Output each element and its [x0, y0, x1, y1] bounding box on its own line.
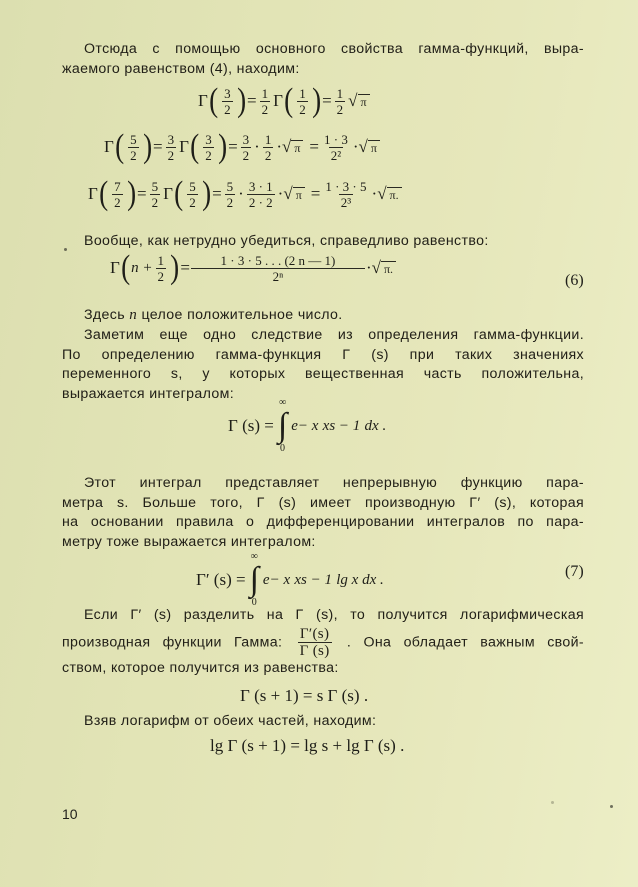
text-line: Этот интеграл представляет непрерывную функцию пара-: [84, 475, 584, 491]
gamma-symbol: Γ: [198, 91, 208, 110]
text-line: производная функции Гамма: $\frac{\Gamma'(s)}{\Gamma (s)}$ . Она обладает важным свой-: [62, 625, 584, 659]
integral-symbol: ∞ ∫ 0: [277, 397, 288, 454]
equation-number: (7): [565, 563, 584, 580]
paragraph-intro: [62, 40, 584, 79]
scan-speck: [551, 801, 554, 804]
equation-6: Γ ( n + $\frac{1}{2}$ ) = $\frac{1 \cdot 3 \cdot 5 . . . (2 n — 1)}{\text{2ⁿ}}$ · √ π.: [110, 251, 396, 285]
paragraph-continuity: [62, 474, 584, 552]
equation-log: lg Γ (s + 1) = lg s + lg Γ (s) .: [210, 736, 405, 755]
text-line: метру тоже выражается интегралом:: [62, 533, 316, 550]
paragraph-log-derivative: [62, 606, 584, 678]
paragraph-logarithm: [62, 712, 584, 732]
sqrt-symbol: √ π: [348, 91, 369, 111]
equation-recurrence: Γ (s + 1) = s Γ (s) .: [240, 686, 369, 705]
text-line: Заметим еще одно следствие из определения гамма-функции.: [84, 327, 584, 343]
scan-speck: [610, 805, 613, 808]
fraction: $\frac{3}{2}$: [224, 85, 231, 117]
text-line: Если Γ′ (s) разделить на Γ (s), то получится логарифмическая: [84, 607, 584, 623]
equation-gamma-3-2: Γ ( $\frac{3}{2}$ ) = $\frac{1}{2}$ Γ ( $\frac{1}{2}$ ) = $\frac{1}{2}$ √ π: [198, 84, 370, 118]
text-line: Вообще, как нетрудно убедиться, справедливо равенство:: [84, 233, 489, 249]
text-line: жаемого равенством (4), находим:: [62, 60, 300, 77]
paragraph-general: [62, 232, 584, 252]
equation-gamma-7-2: Γ ( $\frac{7}{2}$ ) = $\frac{5}{2}$ Γ ( $\frac{5}{2}$ ) = $\frac{5}{2}$ · $\frac{3 \cdot 1}{2 \cdot 2}$ · √ π = $\frac{1 \cdot 3 \cdot 5}{\text{2³}}$ · √ π.: [88, 177, 402, 211]
text-line: метра s. Больше того, Γ (s) имеет производную Γ′ (s), которая: [62, 494, 584, 511]
fraction: $\frac{\Gamma'(s)}{\Gamma (s)}$: [299, 625, 330, 659]
text-line: переменного s, у которых вещественная часть положительна,: [62, 366, 584, 382]
text-line: на основании правила о дифференцировании интегралов по пара-: [62, 514, 584, 530]
equation-number: (6): [565, 272, 584, 289]
equation-gamma-5-2: Γ ( $\frac{5}{2}$ ) = $\frac{3}{2}$ Γ ( $\frac{3}{2}$ ) = $\frac{3}{2}$ · $\frac{1}{2}$ · √ π = $\frac{1 \cdot 3}{\text{2²}}$ · √ π: [104, 130, 380, 164]
integral-symbol: ∞ ∫ 0: [249, 551, 259, 608]
text-line: ством, которое получится из равенства:: [62, 659, 339, 676]
paragraph-definition: [62, 326, 584, 404]
equation-gamma-integral: Γ (s) = ∞ ∫ 0 e − x x s − 1 dx .: [228, 397, 387, 454]
page-number: 10: [62, 806, 78, 822]
paragraph-n-note: [62, 306, 584, 326]
text-line: По определению гамма-функция Γ (s) при таких значениях: [62, 346, 584, 363]
text-line: Отсюда с помощью основного свойства гамма-функций, выра-: [84, 41, 584, 57]
equation-7: Γ′ (s) = ∞ ∫ 0 e − x x s − 1 lg x dx .: [196, 551, 384, 608]
text-line: Взяв логарифм от обеих частей, находим:: [84, 713, 377, 729]
text-line: выражается интегралом:: [62, 385, 235, 402]
scan-speck: [64, 248, 67, 251]
fraction: $\frac{1}{2}$: [261, 85, 269, 117]
text-line: Здесь n целое положительное число.: [84, 307, 343, 323]
